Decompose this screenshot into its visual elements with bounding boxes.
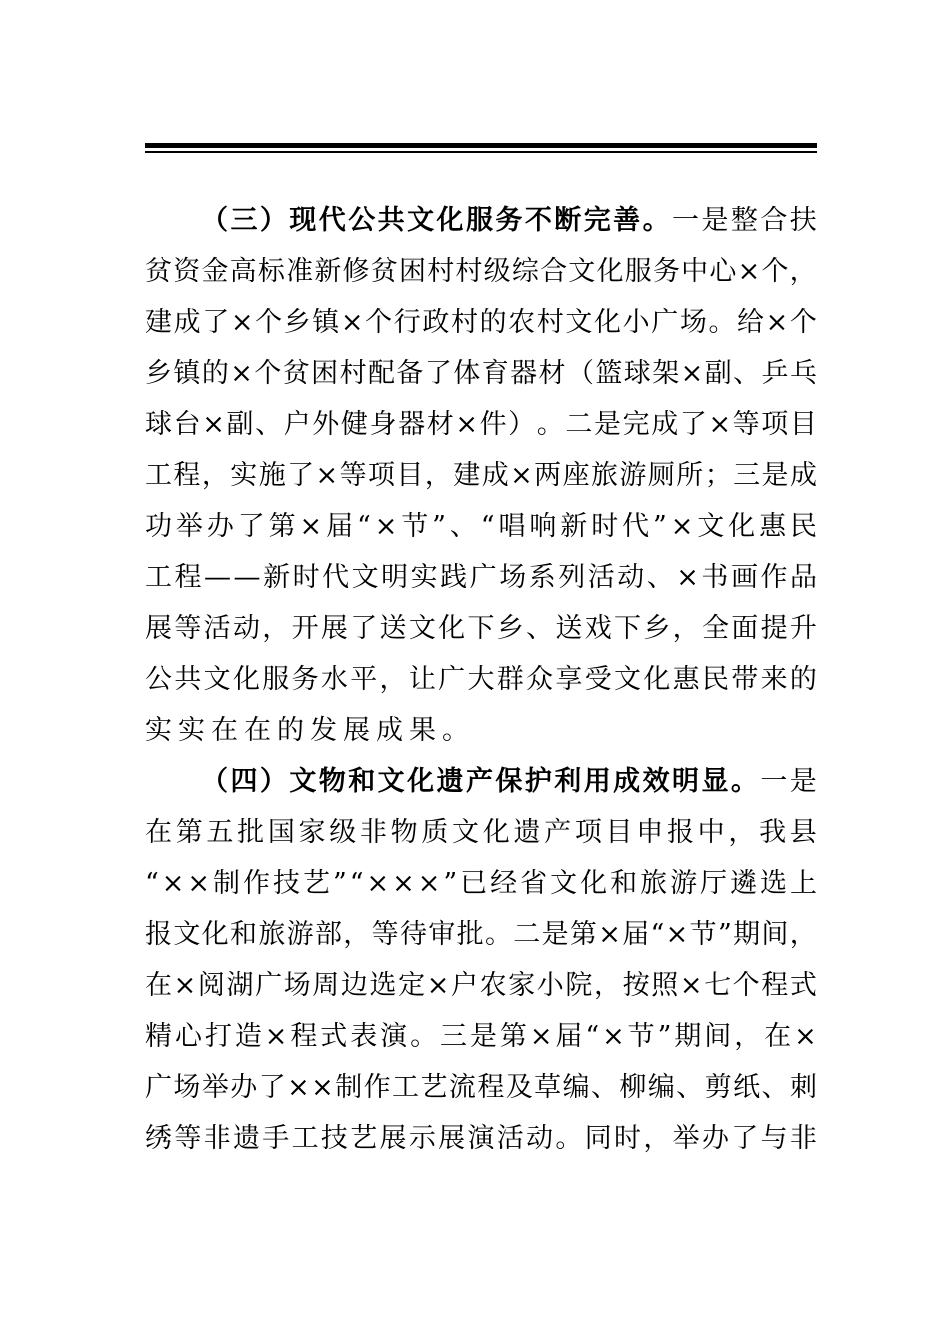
paragraph-line: 球 台 × 副 、 户 外 健 身 器 材 × 件 ） 。 二 是 完 成 了 × 等 项 目 [145,409,817,440]
document-body [145,195,817,1164]
paragraph-line: 实 实 在 在 的 发 展 成 果 。 [145,715,475,746]
paragraph-line: （ 三 ） 现 代 公 共 文 化 服 务 不 断 完 善 。 一 是 整 合 扶 [201,205,817,236]
paragraph [145,195,817,756]
paragraph-line: 报 文 化 和 旅 游 部 ， 等 待 审 批 。 二 是 第 × 届 “ × 节 ” 期 间 ， [145,919,817,950]
paragraph-line: 在 × 阅 湖 广 场 周 边 选 定 × 户 农 家 小 院 ， 按 照 × 七 个 程 式 [145,970,817,1001]
paragraph-line: 建 成 了 × 个 乡 镇 × 个 行 政 村 的 农 村 文 化 小 广 场 。 给 × 个 [145,307,817,338]
paragraph-line: （ 四 ） 文 物 和 文 化 遗 产 保 护 利 用 成 效 明 显 。 一 是 [201,766,817,797]
paragraph [145,756,817,1164]
header-rule-thin [145,151,817,153]
paragraph-line: 在 第 五 批 国 家 级 非 物 质 文 化 遗 产 项 目 申 报 中 ， 我 县 [145,817,817,848]
paragraph-line: 工 程 ， 实 施 了 × 等 项 目 ， 建 成 × 两 座 旅 游 厕 所 ； 三 是 成 [145,460,817,491]
paragraph-line: 乡 镇 的 × 个 贫 困 村 配 备 了 体 育 器 材 （ 篮 球 架 × 副 、 乒 乓 [145,358,817,389]
header-rule-thick [145,143,817,148]
paragraph-line: 贫 资 金 高 标 准 新 修 贫 困 村 村 级 综 合 文 化 服 务 中 心 × 个 ， [145,256,817,287]
paragraph-line: 展 等 活 动 ， 开 展 了 送 文 化 下 乡 、 送 戏 下 乡 ， 全 面 提 升 [145,613,817,644]
paragraph-line: 功 举 办 了 第 × 届 “ × 节 ” 、 “ 唱 响 新 时 代 ” × 文 化 惠 民 [145,511,817,542]
paragraph-line: 工 程 — — 新 时 代 文 明 实 践 广 场 系 列 活 动 、 × 书 画 作 品 [145,562,817,593]
paragraph-line: 精 心 打 造 × 程 式 表 演 。 三 是 第 × 届 “ × 节 ” 期 间 ， 在 × [145,1021,817,1052]
paragraph-line: 公 共 文 化 服 务 水 平 ， 让 广 大 群 众 享 受 文 化 惠 民 带 来 的 [145,664,817,695]
paragraph-line: “ × × 制 作 技 艺 ” “ × × × ” 已 经 省 文 化 和 旅 游 厅 遴 选 上 [145,868,817,899]
paragraph-line: 绣 等 非 遗 手 工 技 艺 展 示 展 演 活 动 。 同 时 ， 举 办 了 与 非 [145,1123,817,1154]
paragraph-line: 广 场 举 办 了 × × 制 作 工 艺 流 程 及 草 编 、 柳 编 、 剪 纸 、 刺 [145,1072,817,1103]
